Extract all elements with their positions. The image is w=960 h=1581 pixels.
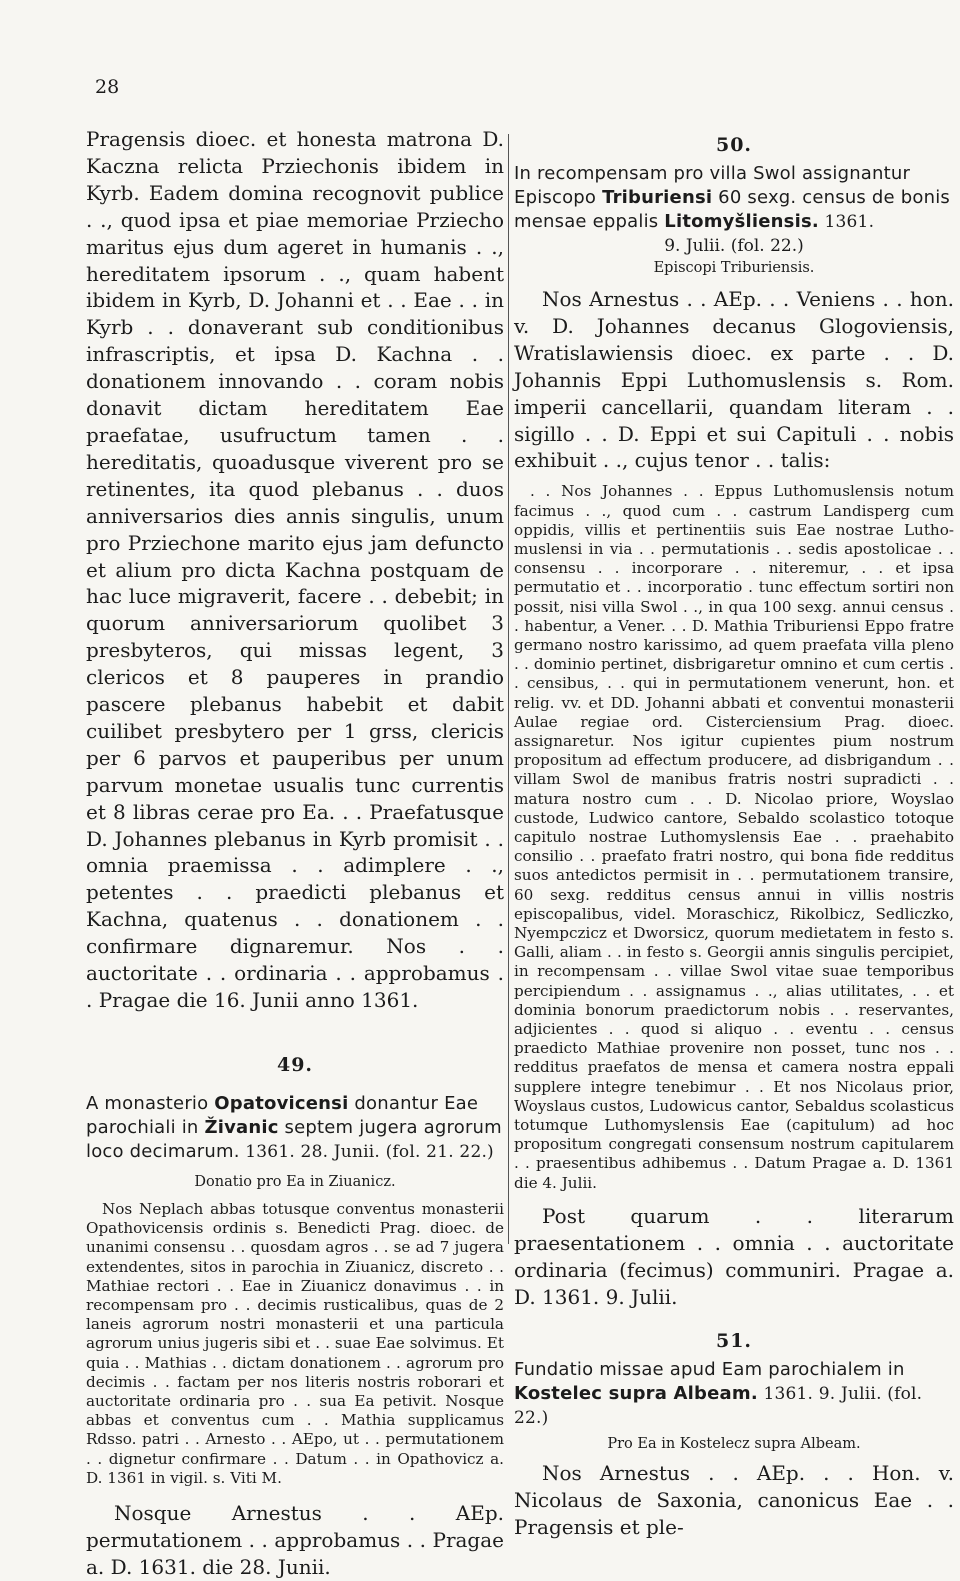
- right-column: [514, 126, 954, 1541]
- document-49-text: Nos Neplach abbas totusque conventus monasterii Opathovicensis ordinis s. Benedicti Prag. dioec. de unanimi consensu . . quosdam agros . . se ad 7 jugera extendentes, sitos in parochia in Ziuanicz, discreto . . Mathiae rectori . . Eae in Ziuanicz donavimus . . in recompensam pro . . decimis rusticalibus, quas de 2 laneis agrorum nostri monasterii et una particula agrorum unius jugeris sibi et . . suae Eae solvimus. Et quia . . Mathias . . dictam donationem . . agrorum pro decimis . . factam per nos literis nostris roborari et auctoritate ordinaria pro . . sua Ea petivit. Nosque abbas et conventus cum . . Mathia supplicamus Rdsso. patri . . Arnesto . . AEpo, ut . . permutationem . . dignetur confirmare . . Datum . . in Opathovicz a. D. 1361 in vigil. s. Viti M.: [86, 1199, 504, 1487]
- document-50-closing: Post quarum . . literarum praesentationem . . omnia . . auctoritate ordinaria (fecimus) communiri. Pragae a. D. 1361. 9. Julii.: [514, 1203, 954, 1309]
- continuation-paragraph: Pragensis dioec. et honesta matrona D. Kaczna relicta Prziechonis ibidem in Kyrb. Eadem domina recognovit publice . ., quod ipsa et piae memoriae Prziecho maritus ejus dum ageret in humanis . ., hereditatem ipsorum . ., quam habent ibidem in Kyrb, D. Johanni et . . Eae . . in Kyrb . . donaverant sub conditionibus infrascriptis, et ipsa D. Kachna . . donationem innovando . . coram nobis donavit dictam hereditatem Eae praefatae, usufructum tamen . . hereditatis, quoadusque viverent pro se retinentes, ita quod plebanus . . duos anniversarios dies annis singulis, unum pro Prziechone marito ejus jam defuncto et alium pro dicta Kachna postquam de hac luce migraverit, facere . . debebit; in quorum anniversariorum quolibet 3 presbyteros, qui missas legent, 3 clericos et 8 pauperes in prandio pascere plebanus habebit et dabit cuilibet presbytero per 1 grss, clericis per 6 parvos et pauperibus per unum parvum monetae usualis tunc currentis et 8 libras cerae pro Ea. . . Praefatusque D. Johannes plebanus in Kyrb promisit . . omnia praemissa . . adimplere . ., petentes . . praedicti plebanus et Kachna, quatenus . . donationem . . confirmare dignaremur. Nos . . auctoritate . . ordinaria . . approbamus . . Pragae die 16. Junii anno 1361.: [86, 127, 504, 1012]
- document-50-heading: [514, 162, 954, 234]
- document-50-subtitle: Episcopi Triburiensis.: [653, 260, 815, 276]
- column-divider: [508, 134, 509, 1244]
- document-50-intro: Nos Arnestus . . AEp. . . Veniens . . hon. v. D. Johannes decanus Glogoviensis, Wratislawiensis dioec. ex parte . . D. Johannis Eppi Luthomuslensis s. Rom. imperii cancellarii, quandam literam . . sigillo . . D. Eppi et sui Capituli . . nobis exhibuit . ., cujus tenor . . talis:: [514, 287, 954, 473]
- page-number: 28: [95, 76, 120, 98]
- heading-date: 1361. 28. Junii. (fol. 21. 22.): [239, 1141, 494, 1162]
- document-49-subtitle: Donatio pro Ea in Ziuanicz.: [194, 1173, 396, 1190]
- heading-part: septem jugera agrorum loco decimarum.: [86, 1116, 502, 1162]
- document-number-49: 49.: [276, 1053, 314, 1076]
- heading-part: Fundatio missae apud Eam parochialem in: [514, 1359, 905, 1381]
- heading-place-name: Živanic: [204, 1116, 279, 1138]
- heading-place-name: Triburiensi: [602, 187, 713, 208]
- heading-part: donantur Eae parochiali in: [86, 1092, 479, 1138]
- document-number-51: 51.: [715, 1330, 753, 1353]
- heading-place-name: Opatovicensi: [214, 1092, 349, 1114]
- heading-part: In recompensam pro villa Swol assignantur Episcopo: [514, 163, 911, 208]
- heading-part: 60 sexg. census de bonis mensae eppalis: [514, 187, 950, 232]
- document-51-subtitle: Pro Ea in Kostelecz supra Albeam.: [607, 1436, 861, 1453]
- heading-date: 1361. 9. Julii. (fol. 22.): [514, 1384, 923, 1429]
- heading-place-name: Kostelec supra Albeam.: [514, 1383, 758, 1405]
- document-50-date: 9. Julii. (fol. 22.): [664, 236, 804, 256]
- document-51-text: Nos Arnestus . . AEp. . . Hon. v. Nicolaus de Saxonia, canonicus Eae . . Pragensis et ple-: [514, 1461, 954, 1540]
- document-50-text: . . Nos Johannes . . Eppus Luthomuslensis notum facimus . ., quod cum . . castrum Landisperg cum oppidis, villis et pertinentiis suis Eae nostrae Luthomuslensi in via . . permutationis . . sedis apostolicae . . consensu . . incorporare . . niteremur, . . et ipsa permutatio et . . incorporatio . tunc effectum sortiri non possit, nisi villa Swol . ., in qua 100 sexg. annui census . . habentur, a Vener. . . D. Mathia Triburiensi Eppo fratre germano nostro karissimo, ad quem praefata villa pleno . . dominio pertinet, disbrigaretur omnino et cum certis . . censibus, . . qui in permutationem venerunt, hon. et relig. vv. et DD. Johanni abbati et conventui monasterii Aulae regiae ord. Cisterciensium Prag. dioec. assignaretur. Nos igitur cupientes pium nostrum propositum ad effectum producere, ad disbrigandum . . villam Swol de manibus fratris nostri supradicti . . matura nostro cum . . D. Nicolao priore, Woyslao custode, Ludwico cantore, Sebaldo scolastico totoque capitulo nostrae Luthomyslensis Eae . . praehabito consilio . . praefato fratri nostro, qui bona fide redditus suos antedictos permisit in . . permutationem transire, 60 sexg. redditus census annui in villis nostris episcopalibus, videl. Moraschicz, Rikolbicz, Sedliczko, Nyempczicz et Dworsicz, quorum medietatem in festo s. Galli, aliam . . in festo s. Georgii annis singulis percipiet, in recompensam . . villae Swol vitae suae temporibus percipiendum . . assignamus . ., alias utilitates, . . et dominia bonorum praedictorum nobis . . reservantes, adjicientes . . quod si aliquo . . eventu . . census praedicto Mathiae provenire non posset, tunc nos . . redditus praefatos de mensa et camera nostra eppali supplere integre tenebimur . . Et nos Nicolaus prior, Woyslaus custos, Ludowicus cantor, Sebaldus scolasticus totumque Luthomyslensis Eae (capitulum) ad hoc propositum congregati consensum nostrum capitularem . . praesentibus adhibemus . . Datum Pragae a. D. 1361 die 4. Julii.: [514, 482, 954, 1192]
- left-column: [86, 126, 504, 1581]
- heading-place-name: Litomyšliensis.: [664, 211, 819, 232]
- heading-year: 1361.: [818, 212, 875, 232]
- heading-part: A monasterio: [86, 1092, 215, 1114]
- document-number-50: 50.: [715, 134, 753, 156]
- document-49-heading: [86, 1092, 504, 1164]
- document-49-closing: Nosque Arnestus . . AEp. permutationem . . approbamus . . Pragae a. D. 1631. die 28. Junii.: [86, 1500, 504, 1579]
- document-51-heading: [514, 1358, 954, 1430]
